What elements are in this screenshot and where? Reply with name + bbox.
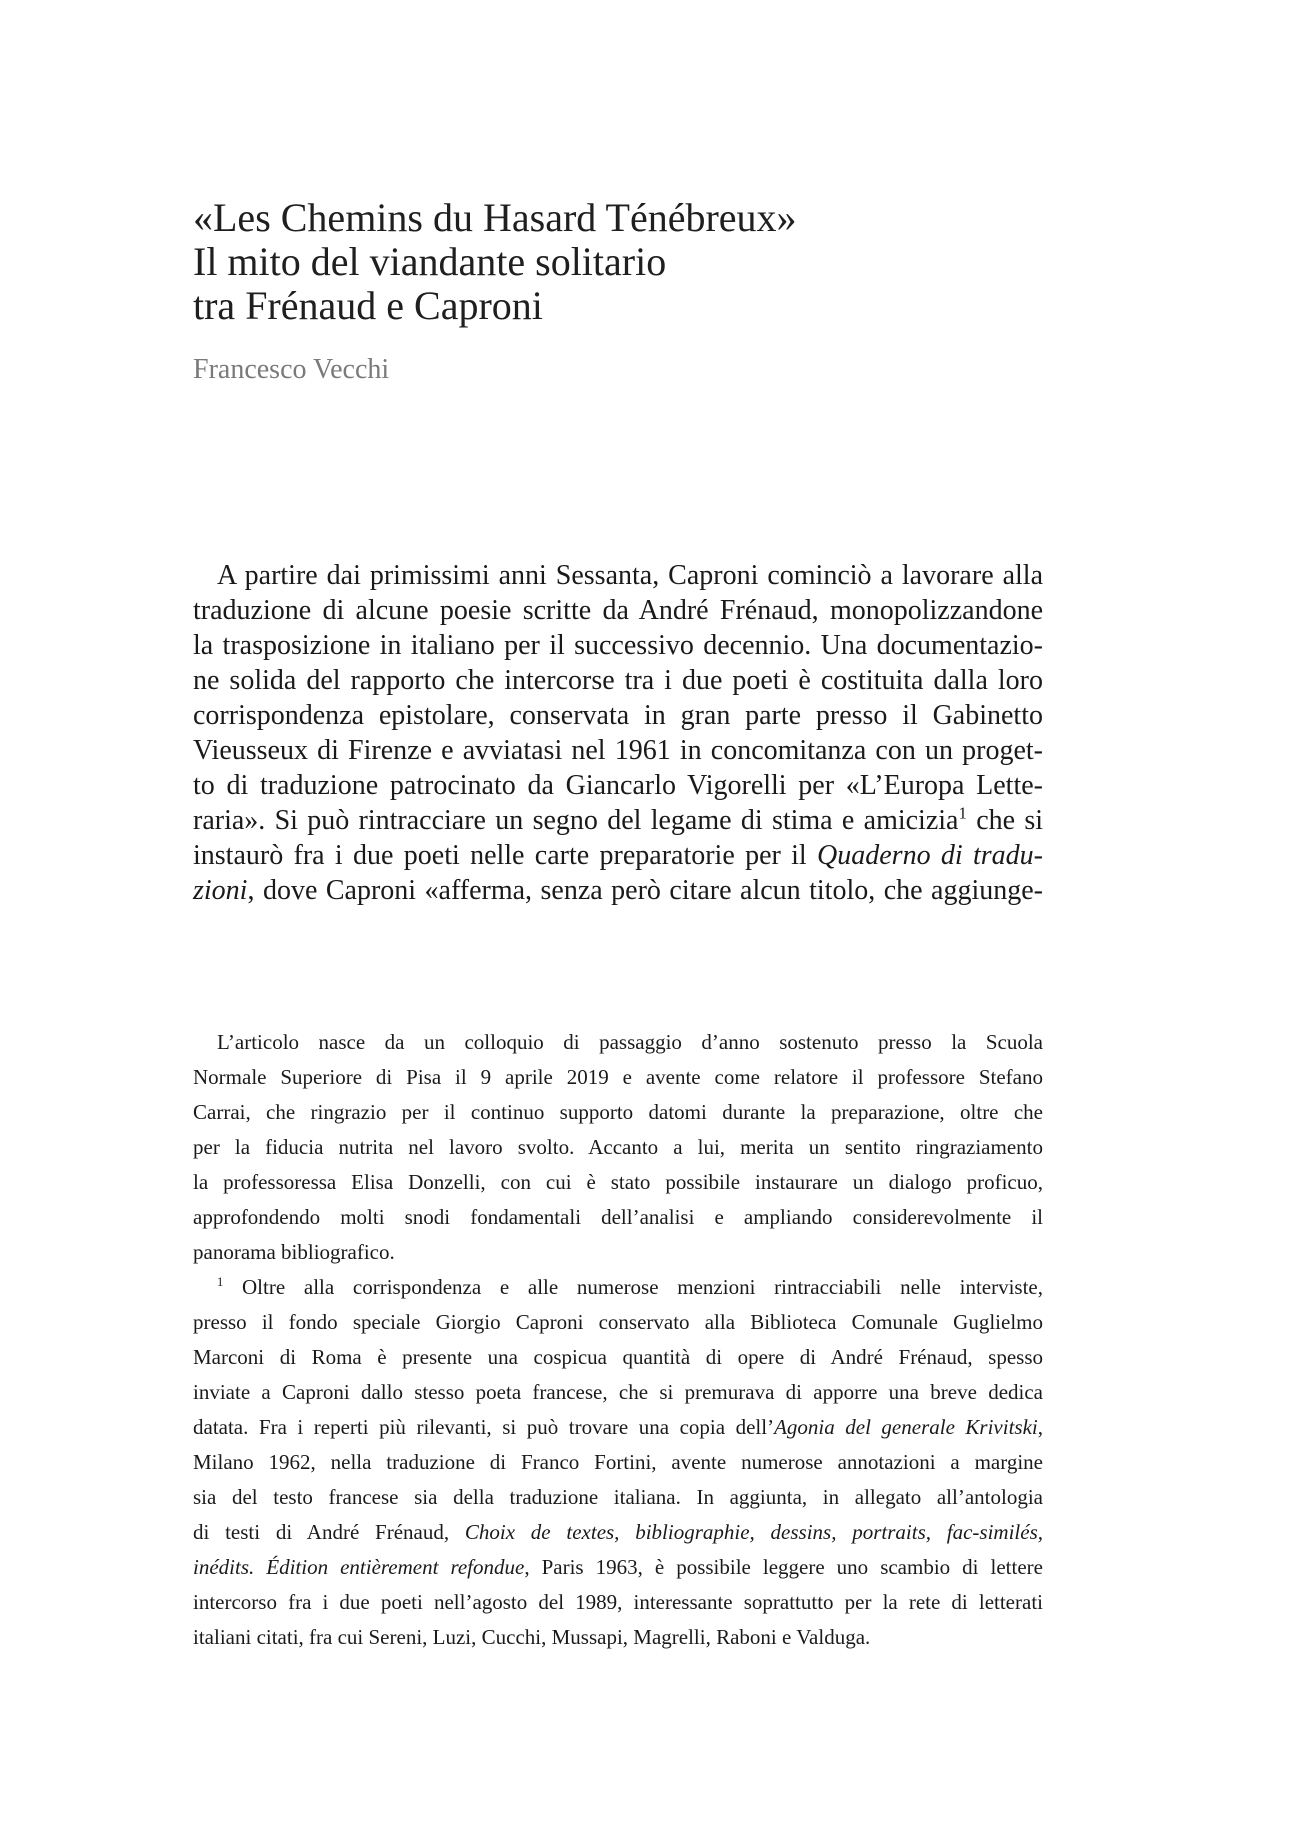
note-line: per la fiducia nutrita nel lavoro svolto. Accanto a lui, merita un sentito ringraziamento: [193, 1135, 1043, 1159]
note-line: approfondendo molti snodi fondamentali dell’analisi e ampliando considerevolmente il: [193, 1205, 1043, 1229]
note-line: [193, 1515, 1043, 1550]
body-line: [193, 838, 1043, 873]
body-line: ne solida del rapporto che intercorse tra i due poeti è costituita dalla loro: [193, 665, 1043, 696]
note-line: inviate a Caproni dallo stesso poeta francese, che si premurava di apporre una breve dedica: [193, 1380, 1043, 1404]
body-line: [193, 803, 1043, 838]
article-title: [193, 196, 1093, 328]
body-line: [193, 873, 1043, 908]
italic-title: Agonia del generale Krivitski: [774, 1415, 1038, 1439]
note-line: intercorso fra i due poeti nell’agosto del 1989, interessante soprattutto per la rete di letterati: [193, 1590, 1043, 1614]
note-line: Milano 1962, nella traduzione di Franco Fortini, avente numerose annotazioni a margine: [193, 1450, 1043, 1474]
body-text-segment: raria». Si può rintracciare un segno del legame di stima e amicizia: [193, 805, 959, 836]
note-line: [193, 1270, 1043, 1305]
note-line: [193, 1550, 1043, 1585]
body-line: traduzione di alcune poesie scritte da André Frénaud, monopolizzandone: [193, 595, 1043, 626]
note-line: sia del testo francese sia della traduzione italiana. In aggiunta, in allegato all’antologia: [193, 1485, 1043, 1509]
note-line: Normale Superiore di Pisa il 9 aprile 2019 e avente come relatore il professore Stefano: [193, 1065, 1043, 1089]
italic-title: Quaderno di tradu-: [817, 840, 1043, 871]
title-line-2: Il mito del viandante solitario: [193, 239, 667, 284]
italic-title: Choix de textes, bibliographie, dessins, portraits, fac-similés,: [464, 1520, 1043, 1544]
footnote-reference: 1: [958, 803, 967, 823]
article-author: Francesco Vecchi: [193, 354, 390, 385]
note-line: Carrai, che ringrazio per il continuo supporto datomi durante la preparazione, oltre che: [193, 1100, 1043, 1124]
body-text-segment: instaurò fra i due poeti nelle carte preparatorie per il: [193, 840, 807, 871]
body-text-segment: che si: [976, 805, 1044, 836]
note-text-segment: ,: [1037, 1415, 1043, 1439]
note-line: L’articolo nasce da un colloquio di passaggio d’anno sostenuto presso la Scuola: [217, 1030, 1043, 1054]
body-line: corrispondenza epistolare, conservata in gran parte presso il Gabinetto: [193, 700, 1043, 731]
body-line: to di traduzione patrocinato da Giancarlo Vigorelli per «L’Europa Lette-: [193, 770, 1043, 801]
note-text-segment: , Paris 1963, è possibile leggere uno scambio di lettere: [524, 1555, 1043, 1579]
italic-title: inédits. Édition entièrement refondue: [193, 1555, 525, 1579]
body-line: A partire dai primissimi anni Sessanta, Caproni cominciò a lavorare alla: [217, 560, 1043, 591]
note-line: panorama bibliografico.: [193, 1240, 395, 1264]
note-line: Marconi di Roma è presente una cospicua quantità di opere di André Frénaud, spesso: [193, 1345, 1043, 1369]
body-line: la trasposizione in italiano per il successivo decennio. Una documentazio-: [193, 630, 1043, 661]
note-line: italiani citati, fra cui Sereni, Luzi, Cucchi, Mussapi, Magrelli, Raboni e Valduga.: [193, 1625, 871, 1649]
note-text-segment: Oltre alla corrispondenza e alle numerose menzioni rintracciabili nelle interviste,: [242, 1275, 1044, 1299]
note-line: [193, 1410, 1043, 1445]
note-text-segment: di testi di André Frénaud,: [193, 1520, 450, 1544]
body-paragraph: [193, 558, 1043, 908]
title-line-3: tra Frénaud e Caproni: [193, 283, 543, 328]
note-line: presso il fondo speciale Giorgio Caproni conservato alla Biblioteca Comunale Guglielmo: [193, 1310, 1043, 1334]
italic-title: zioni: [193, 875, 248, 906]
body-text-segment: , dove Caproni «afferma, senza però citare alcun titolo, che aggiunge-: [247, 875, 1043, 906]
footnote-number: 1: [217, 1275, 224, 1289]
title-line-1: «Les Chemins du Hasard Ténébreux»: [193, 195, 797, 240]
body-line: Vieusseux di Firenze e avviatasi nel 1961 in concomitanza con un proget-: [193, 735, 1043, 766]
note-line: la professoressa Elisa Donzelli, con cui è stato possibile instaurare un dialogo proficuo,: [193, 1170, 1043, 1194]
footnotes: [193, 1025, 1043, 1655]
note-text-segment: datata. Fra i reperti più rilevanti, si può trovare una copia dell’: [193, 1415, 775, 1439]
